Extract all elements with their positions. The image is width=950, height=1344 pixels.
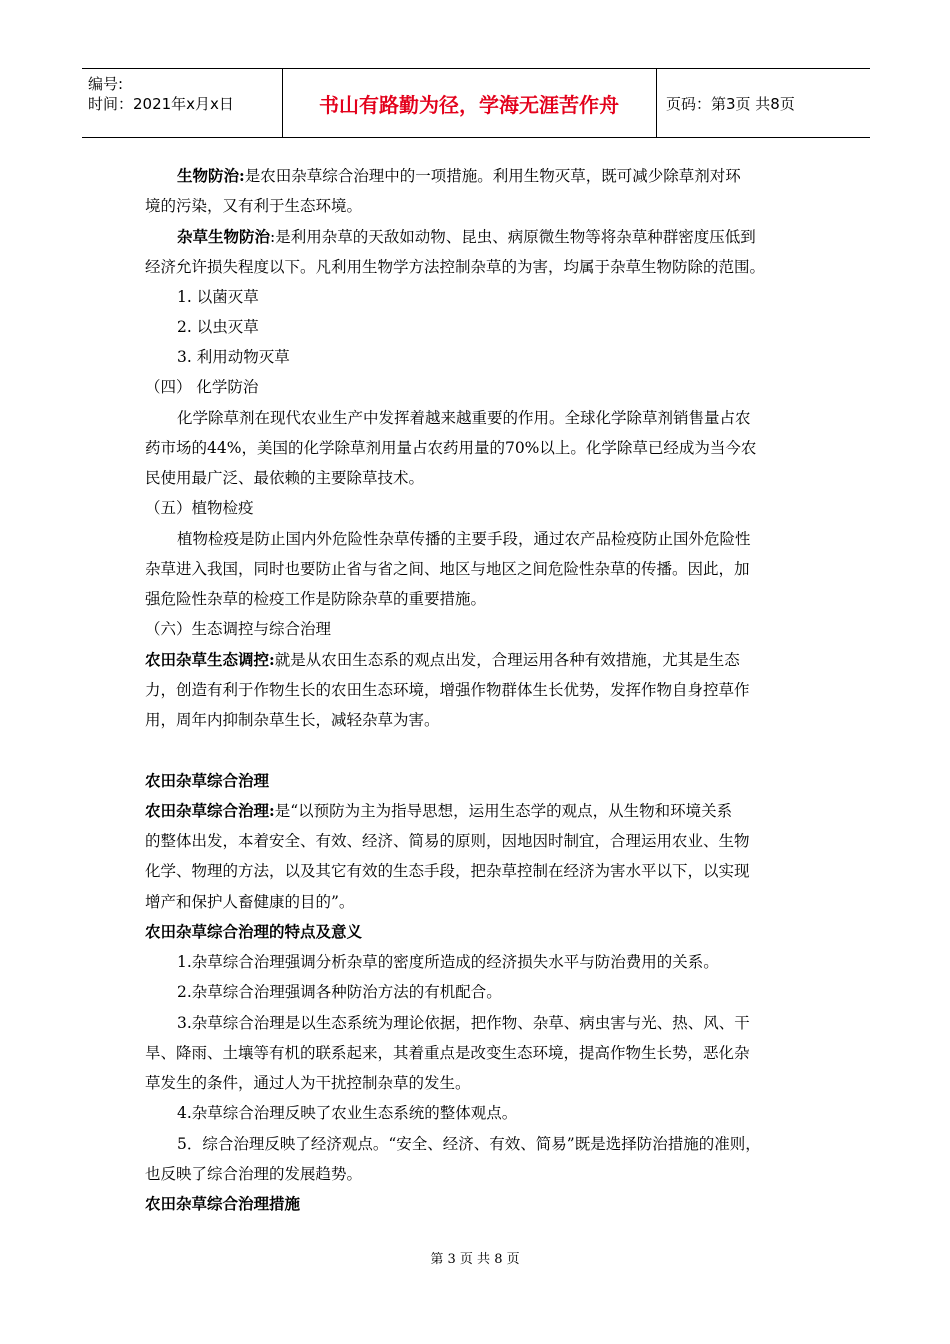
text-line [177, 166, 741, 186]
line-text: 也反映了综合治理的发展趋势。 [145, 1165, 363, 1183]
list-item [177, 1013, 750, 1033]
line-text: （四） 化学防治 [145, 378, 259, 396]
line-text: 药市场的44%，美国的化学除草剂用量占农药用量的70%以上。化学除草已经成为当今农 [145, 439, 757, 457]
heading-text: 农田杂草综合治理 [145, 771, 270, 790]
header-motto: 书山有路勤为径，学海无涯苦作舟 [282, 69, 657, 137]
list-item [177, 347, 290, 367]
line-text: 植物检疫是防止国内外危险性杂草传播的主要手段，通过农产品检疫防止国外危险性 [177, 530, 751, 548]
list-item [177, 1103, 517, 1123]
list-item [177, 982, 502, 1002]
subsection-heading [145, 922, 362, 942]
text-line [145, 589, 486, 609]
section-heading [145, 498, 254, 518]
text-line [145, 1164, 362, 1184]
heading-text: 农田杂草综合治理的特点及意义 [145, 922, 363, 941]
text-line [145, 1043, 750, 1063]
subsection-heading [145, 1194, 300, 1214]
bold-term: 生物防治: [177, 166, 245, 185]
text-line [145, 257, 765, 277]
line-text: 2.杂草综合治理强调各种防治方法的有机配合。 [177, 983, 502, 1001]
list-item [177, 1134, 761, 1154]
text-line [145, 861, 750, 881]
text-line [145, 559, 750, 579]
heading-text: 农田杂草综合治理措施 [145, 1194, 301, 1213]
list-item [177, 287, 259, 307]
text-line [145, 1073, 471, 1093]
line-text: 3. 利用动物灭草 [177, 348, 290, 366]
text-line [145, 710, 440, 730]
text-line [145, 468, 424, 488]
line-text: （五）植物检疫 [145, 499, 254, 517]
line-text: 境的污染，又有利于生态环境。 [145, 197, 363, 215]
line-text: 杂草进入我国，同时也要防止省与省之间、地区与地区之间危险性杂草的传播。因此，加 [145, 560, 750, 578]
line-text: 4.杂草综合治理反映了农业生态系统的整体观点。 [177, 1104, 518, 1122]
list-item [177, 317, 259, 337]
text-line [177, 227, 756, 247]
bold-term: 农田杂草生态调控: [145, 650, 275, 669]
subsection-heading [145, 771, 269, 791]
text-line [145, 831, 750, 851]
line-text: 是“以预防为主为指导思想，运用生态学的观点，从生物和环境关系 [274, 802, 733, 820]
line-text: 是农田杂草综合治理中的一项措施。利用生物灭草，既可减少除草剂对环 [244, 167, 741, 185]
line-text: 的整体出发，本着安全、有效、经济、简易的原则，因地因时制宜，合理运用农业、生物 [145, 832, 750, 850]
header-meta [82, 69, 283, 137]
line-text: 3.杂草综合治理是以生态系统为理论依据，把作物、杂草、病虫害与光、热、风、干 [177, 1014, 750, 1032]
line-text: 草发生的条件，通过人为干扰控制杂草的发生。 [145, 1074, 471, 1092]
line-text: 用，周年内抑制杂草生长，减轻杂草为害。 [145, 711, 440, 729]
list-item [177, 952, 719, 972]
text-line [177, 408, 751, 428]
line-text: 化学、物理的方法，以及其它有效的生态手段，把杂草控制在经济为害水平以下，以实现 [145, 862, 750, 880]
section-heading [145, 619, 331, 639]
line-text: 强危险性杂草的检疫工作是防除杂草的重要措施。 [145, 590, 487, 608]
line-text: 力，创造有利于作物生长的农田生态环境，增强作物群体生长优势，发挥作物自身控草作 [145, 681, 750, 699]
line-text: 旱、降雨、土壤等有机的联系起来，其着重点是改变生态环境，提高作物生长势，恶化杂 [145, 1044, 750, 1062]
text-line [145, 680, 750, 700]
line-text: 1.杂草综合治理强调分析杂草的密度所造成的经济损失水平与防治费用的关系。 [177, 953, 719, 971]
text-line [145, 650, 740, 670]
line-text: 化学除草剂在现代农业生产中发挥着越来越重要的作用。全球化学除草剂销售量占农 [177, 409, 751, 427]
line-text: :是利用杂草的天敌如动物、昆虫、病原微生物等将杂草种群密度压低到 [270, 228, 756, 246]
line-text: 就是从农田生态系的观点出发，合理运用各种有效措施，尤其是生态 [274, 651, 740, 669]
header-page-label: 页码：第3页 共8页 [666, 94, 795, 113]
line-text: 增产和保护人畜健康的目的”。 [145, 893, 355, 911]
line-text: 5．综合治理反映了经济观点。“安全、经济、有效、简易”既是选择防治措施的准则， [177, 1135, 761, 1153]
line-text: 1. 以菌灭草 [177, 288, 259, 306]
section-heading [145, 377, 258, 397]
document-date-label: 时间：2021年x月x日 [88, 95, 234, 113]
bold-term: 杂草生物防治 [177, 227, 271, 246]
line-text: 民使用最广泛、最依赖的主要除草技术。 [145, 469, 425, 487]
text-line [145, 196, 362, 216]
line-text: 经济允许损失程度以下。凡利用生物学方法控制杂草的为害，均属于杂草生物防除的范围。 [145, 258, 766, 276]
document-number-label: 编号: [88, 75, 124, 93]
page-header [82, 68, 870, 138]
text-line [145, 801, 732, 821]
text-line [145, 892, 354, 912]
text-line [145, 438, 756, 458]
page-footer: 第 3 页 共 8 页 [430, 1252, 520, 1267]
bold-term: 农田杂草综合治理: [145, 801, 275, 820]
line-text: （六）生态调控与综合治理 [145, 620, 332, 638]
text-line [177, 529, 751, 549]
line-text: 2. 以虫灭草 [177, 318, 259, 336]
